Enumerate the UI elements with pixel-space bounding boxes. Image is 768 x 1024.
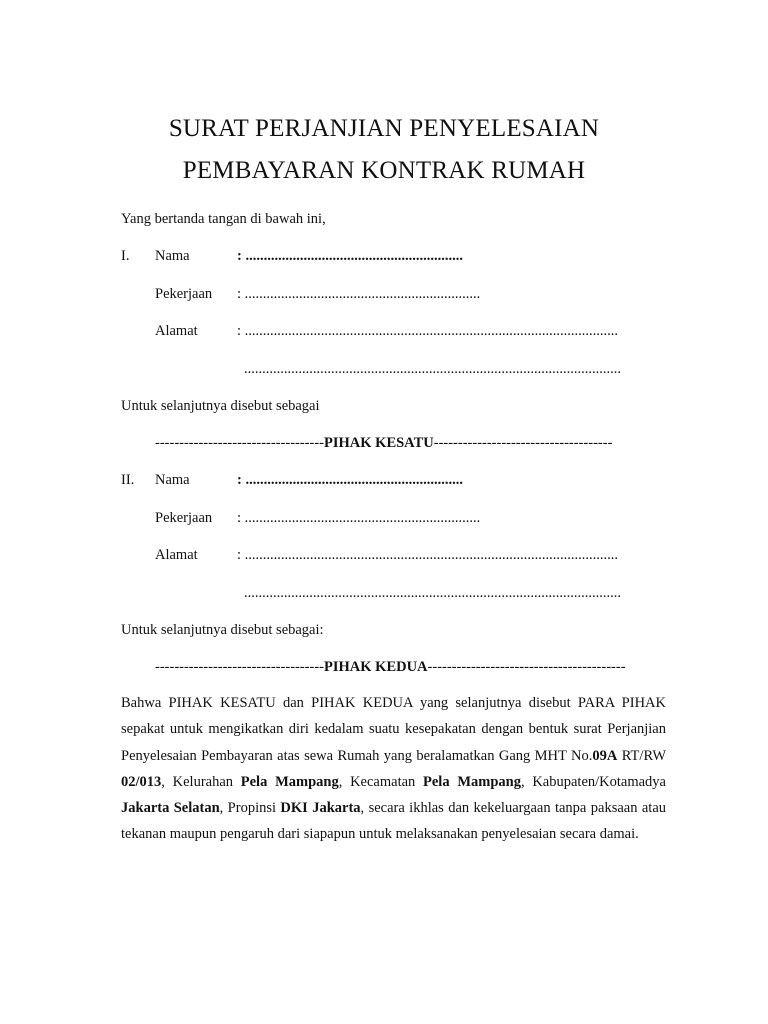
party1-pekerjaan-label: Pekerjaan <box>155 286 213 302</box>
agreement-paragraph <box>121 690 666 848</box>
party1-nama-label: Nama <box>155 248 190 264</box>
paragraph-text: , Kecamatan <box>338 773 424 790</box>
paragraph-text: , Kabupaten/Kotamadya <box>520 773 666 790</box>
party2-pekerjaan-label: Pekerjaan <box>155 510 213 526</box>
dash-left: ----------------------------------- <box>155 435 325 451</box>
party2-designation-intro: Untuk selanjutnya disebut sebagai: <box>121 622 324 638</box>
kecamatan: Pela Mampang <box>423 773 521 790</box>
dash-right: ------------------------------------- <box>433 435 613 451</box>
party1-designation-intro: Untuk selanjutnya disebut sebagai <box>121 398 320 414</box>
party1-designation-line <box>155 435 612 452</box>
paragraph-text: RT/RW <box>617 747 667 764</box>
paragraph-text: , Propinsi <box>219 800 281 817</box>
rt-rw: 02/013 <box>121 773 162 790</box>
pihak-kedua-label: PIHAK KEDUA <box>324 659 428 675</box>
party2-alamat-field: : ....................................................................................................... <box>237 547 619 563</box>
paragraph-text: , secara ikhlas dan kekeluargaan tanpa paksaan atau tekanan maupun pengaruh dari siapapun untuk melaksanakan penyelesaian secara damai. <box>121 800 667 843</box>
paragraph-text: Bahwa PIHAK KESATU dan PIHAK KEDUA yang selanjutnya disebut PARA PIHAK sepakat untuk mengikatkan diri kedalam suatu kesepakatan dengan bentuk surat Perjanjian Penyelesaian Pembayaran atas sewa Rumah yang beralamatkan Gang MHT No. <box>121 695 666 764</box>
party1-alamat-field-line2: ........................................................................................................ <box>244 361 621 377</box>
party2-number: II. <box>121 472 135 488</box>
pihak-kesatu-label: PIHAK KESATU <box>324 435 434 451</box>
party2-designation-line <box>155 659 626 676</box>
house-number: 09A <box>592 747 618 764</box>
dash-left: ----------------------------------- <box>155 659 325 675</box>
paragraph-text: , Kelurahan <box>161 773 241 790</box>
party1-nama-field: : ............................................................ <box>237 248 463 264</box>
propinsi: DKI Jakarta <box>280 800 361 817</box>
party2-pekerjaan-field: : ................................................................. <box>237 510 481 526</box>
party2-nama-field: : ............................................................ <box>237 472 463 488</box>
dash-right: ----------------------------------------- <box>427 659 626 675</box>
intro-text: Yang bertanda tangan di bawah ini, <box>121 211 326 227</box>
party2-alamat-field-line2: ........................................................................................................ <box>244 585 621 601</box>
kelurahan: Pela Mampang <box>240 773 339 790</box>
document-title-line1: SURAT PERJANJIAN PENYELESAIAN <box>168 115 600 142</box>
party2-nama-label: Nama <box>155 472 190 488</box>
party1-number: I. <box>121 248 130 264</box>
party2-alamat-label: Alamat <box>155 547 198 563</box>
party1-pekerjaan-field: : ................................................................. <box>237 286 481 302</box>
document-title-line2: PEMBAYARAN KONTRAK RUMAH <box>182 157 586 184</box>
party1-alamat-field: : ....................................................................................................... <box>237 323 619 339</box>
kota: Jakarta Selatan <box>121 800 220 817</box>
party1-alamat-label: Alamat <box>155 323 198 339</box>
